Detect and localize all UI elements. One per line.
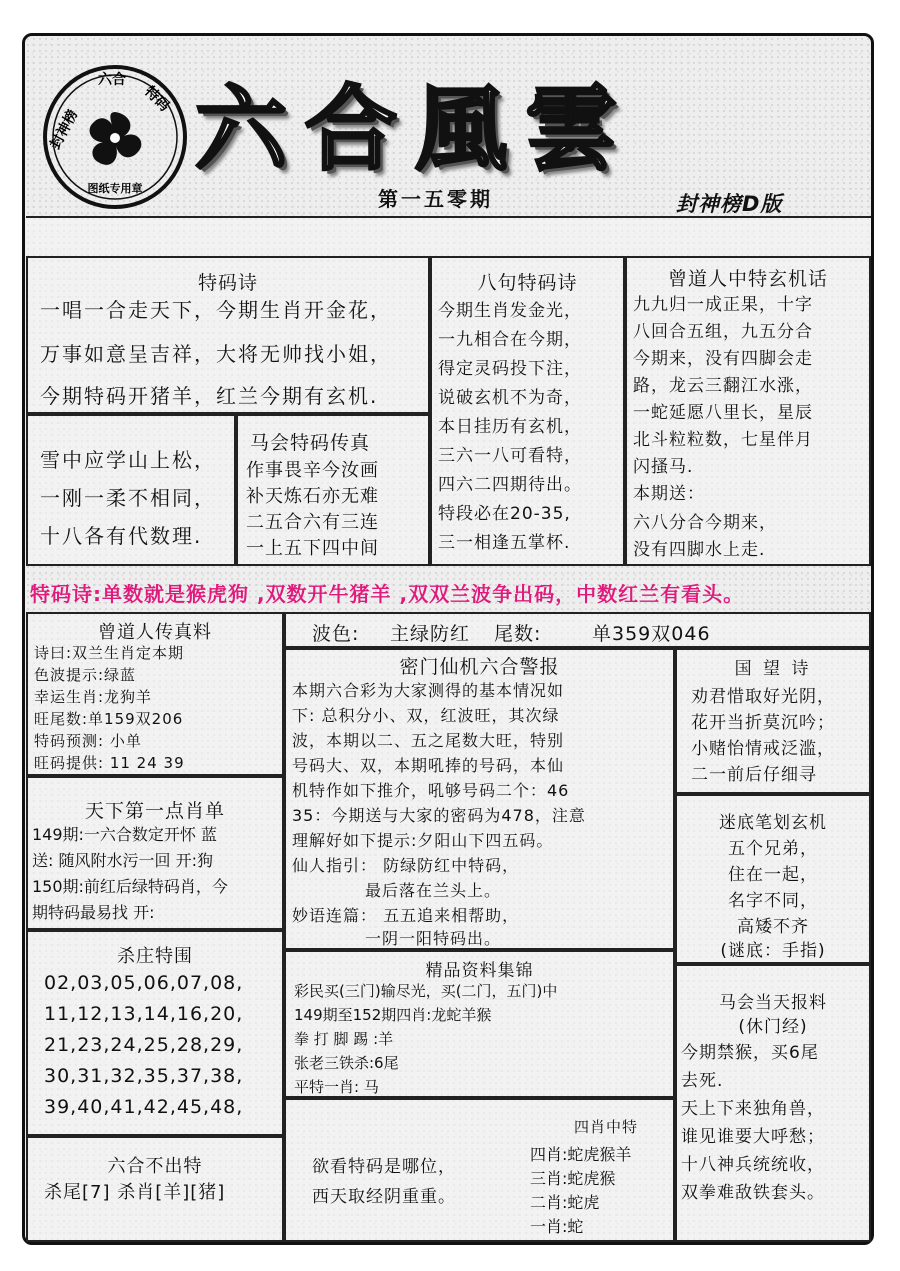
midi-title: 迷底笔划玄机 <box>719 813 827 833</box>
svg-text:六合: 六合 <box>98 72 126 88</box>
snow-poem-line: 十八各有代数理. <box>40 524 203 548</box>
bose-box <box>284 612 871 648</box>
tail-value: 单359双046 <box>592 623 711 645</box>
header-bar <box>26 216 871 256</box>
buchute-text: 杀尾[7] 杀肖[羊][猪] <box>44 1182 226 1203</box>
mimen-line: 一阴一阳特码出。 <box>292 929 502 948</box>
mahui-baoliao-subtitle: (休门经) <box>738 1017 808 1037</box>
bajutema-title: 八句特码诗 <box>477 272 578 294</box>
bajutema-line: 四六二四期待出。 <box>438 475 582 495</box>
guowang-box <box>675 648 871 794</box>
buchute-box <box>26 1136 284 1242</box>
zeng-xuanji-line: 九九归一成正果，十字 <box>633 295 813 315</box>
buchute-title: 六合不出特 <box>107 1156 203 1177</box>
zeng-xuanji-line: 八回合五组，九五分合 <box>633 322 813 342</box>
zeng-xuanji-line: 北斗粒粒数，七星伴月 <box>633 430 813 450</box>
zeng-xuanji-line: 本期送： <box>633 484 705 504</box>
sixiao-title: 四肖中特 <box>574 1118 639 1136</box>
tema-poem-box <box>26 256 430 414</box>
bajutema-line: 特段必在20-35, <box>438 504 571 524</box>
guowang-line: 花开当折莫沉吟； <box>691 713 835 733</box>
mahui-chuanzhen-box <box>236 414 430 566</box>
mahui-baoliao-box <box>675 964 871 1242</box>
zeng-chuanzhen-box <box>26 612 284 776</box>
shazhuang-title: 杀庄特围 <box>117 946 193 967</box>
snow-poem-line: 一刚一柔不相同， <box>40 486 216 510</box>
svg-text:封神榜: 封神榜 <box>47 107 82 152</box>
bajutema-line: 三一相逢五掌杯. <box>438 533 571 553</box>
sixiao-line: 三肖:蛇虎猴 <box>530 1169 616 1188</box>
svg-text:特码: 特码 <box>141 83 173 115</box>
jingpin-line: 149期至152期四肖:龙蛇羊猴 <box>294 1006 492 1024</box>
mahui-baoliao-line: 天上下来独角兽， <box>681 1099 825 1119</box>
edition-label: 封神榜D版 <box>676 192 783 216</box>
bajutema-line: 三六一八可看特， <box>438 446 582 466</box>
mimen-line: 波，本期以二、五之尾数大旺，特别 <box>292 731 565 750</box>
mahui-chuanzhen-line: 作事畏辛今汝画 <box>246 460 379 481</box>
mimen-line: 机特作如下推介，吼够号码二个：46 <box>292 781 570 800</box>
mimen-box <box>284 648 675 950</box>
jingpin-line: 彩民买(三门)输尽光，买(二门，五门)中 <box>294 982 558 1000</box>
bajutema-line: 本日挂历有玄机， <box>438 417 582 437</box>
bajutema-line: 得定灵码投下注， <box>438 359 582 379</box>
shazhuang-row: 02,03,05,06,07,08, <box>44 972 244 994</box>
zeng-xuanji-line: 六八分合今期来， <box>633 513 777 533</box>
tianxia-box <box>26 776 284 930</box>
zeng-chuanzhen-line: 诗曰:双兰生肖定本期 <box>34 644 185 662</box>
mahui-chuanzhen-title: 马会特码传真 <box>250 432 371 454</box>
zeng-xuanji-line: 一蛇延愿八里长，星辰 <box>633 403 813 423</box>
zeng-xuanji-line: 路，龙云三翻江水涨， <box>633 376 813 396</box>
jingpin-box <box>284 950 675 1098</box>
bose-value: 主绿防红 <box>390 623 471 645</box>
zeng-chuanzhen-line: 色波提示:绿蓝 <box>34 666 137 684</box>
sixiao-poem-line: 欲看特码是哪位， <box>312 1157 456 1177</box>
guowang-title: 国 望 诗 <box>734 659 812 679</box>
mahui-baoliao-line: 去死. <box>681 1071 724 1091</box>
zeng-chuanzhen-line: 幸运生肖:龙狗羊 <box>34 688 153 706</box>
tianxia-line: 150期:前红后绿特码肖，今 <box>32 877 228 896</box>
mimen-line: 本期六合彩为大家测得的基本情况如 <box>292 681 565 700</box>
issue-number: 第一五零期 <box>378 187 493 211</box>
mahui-baoliao-line: 双拳难敌铁套头。 <box>681 1183 825 1203</box>
tianxia-line: 送: 随风附水污一回 开:狗 <box>32 851 213 870</box>
snow-poem-line: 雪中应学山上松， <box>40 448 216 472</box>
zeng-xuanji-line: 今期来，没有四脚会走 <box>633 349 813 369</box>
mahui-chuanzhen-line: 一上五下四中间 <box>246 538 379 559</box>
bose-label: 波色: <box>312 623 360 645</box>
shazhuang-row: 11,12,13,14,16,20, <box>44 1003 244 1025</box>
sixiao-line: 四肖:蛇虎猴羊 <box>530 1145 632 1164</box>
seal-stamp <box>40 62 190 212</box>
mahui-baoliao-line: 谁见谁要大呼愁； <box>681 1127 825 1147</box>
page-title: 六合風雲 <box>195 75 636 183</box>
mimen-line: 妙语连篇： 五五追来相帮助， <box>292 906 520 925</box>
tema-poem-line: 一唱一合走天下，今期生肖开金花， <box>40 298 392 322</box>
tail-label: 尾数: <box>494 623 542 645</box>
bajutema-box <box>430 256 625 566</box>
guowang-line: 二一前后仔细寻 <box>691 765 817 785</box>
zeng-chuanzhen-line: 特码预测: 小单 <box>34 732 142 750</box>
svg-text:图纸专用章: 图纸专用章 <box>87 182 143 195</box>
shazhuang-row: 39,40,41,42,45,48, <box>44 1096 244 1118</box>
jingpin-title: 精品资料集锦 <box>425 961 534 981</box>
midi-line: 高矮不齐 <box>737 917 809 937</box>
bajutema-line: 今期生肖发金光， <box>438 301 582 321</box>
mimen-title: 密门仙机六合警报 <box>399 656 560 678</box>
tema-poem-title: 特码诗 <box>197 272 258 294</box>
bajutema-line: 一九相合在今期， <box>438 330 582 350</box>
tianxia-line: 期特码最易找 开: <box>32 903 155 922</box>
midi-line: 五个兄弟， <box>728 839 818 859</box>
midi-answer: (谜底：手指) <box>720 941 826 961</box>
mimen-line: 35：今期送与大家的密码为478，注意 <box>292 806 586 825</box>
tianxia-line: 149期:一六合数定开怀 蓝 <box>32 825 218 844</box>
zeng-xuanji-box <box>625 256 871 566</box>
shazhuang-row: 21,23,24,25,28,29, <box>44 1034 244 1056</box>
midi-line: 住在一起， <box>728 865 818 885</box>
sixiao-line: 一肖:蛇 <box>530 1217 584 1236</box>
sixiao-box <box>284 1098 675 1242</box>
mimen-line: 理解好如下提示:夕阳山下四五码。 <box>292 831 554 850</box>
mahui-chuanzhen-line: 二五合六有三连 <box>246 512 379 533</box>
sixiao-line: 二肖:蛇虎 <box>530 1193 600 1212</box>
midi-line: 名字不同， <box>728 891 818 911</box>
zeng-xuanji-line: 闪搔马. <box>633 457 694 477</box>
sixiao-poem-line: 西天取经阴重重。 <box>312 1187 456 1207</box>
zeng-xuanji-title: 曾道人中特玄机话 <box>667 268 828 290</box>
mimen-line: 号码大、双，本期吼捧的号码，本仙 <box>292 756 565 775</box>
midi-box <box>675 794 871 964</box>
snow-poem-box <box>26 414 236 566</box>
mahui-baoliao-line: 十八神兵统统收， <box>681 1155 825 1175</box>
zeng-chuanzhen-title: 曾道人传真料 <box>98 622 212 643</box>
jingpin-line: 张老三铁杀:6尾 <box>294 1054 399 1072</box>
zeng-chuanzhen-line: 旺码提供: 11 24 39 <box>34 754 185 772</box>
shazhuang-row: 30,31,32,35,37,38, <box>44 1065 244 1087</box>
guowang-line: 小赌怡情戒泛滥， <box>691 739 835 759</box>
mimen-line: 最后落在兰头上。 <box>292 881 502 900</box>
mahui-baoliao-line: 今期禁猴，买6尾 <box>681 1043 819 1063</box>
zeng-chuanzhen-line: 旺尾数:单159双206 <box>34 710 184 728</box>
mimen-line: 仙人指引： 防绿防红中特码， <box>292 856 520 875</box>
shazhuang-box <box>26 930 284 1136</box>
jingpin-line: 平特一肖: 马 <box>294 1078 379 1096</box>
zeng-xuanji-line: 没有四脚水上走. <box>633 540 766 560</box>
tema-banner: 特码诗:单数就是猴虎狗 ,双数开牛猪羊 ,双双兰波争出码，中数红兰有看头。 <box>30 582 745 606</box>
guowang-line: 劝君惜取好光阴， <box>691 687 835 707</box>
tema-poem-line: 今期特码开猪羊，红兰今期有玄机. <box>40 384 379 408</box>
bajutema-line: 说破玄机不为奇， <box>438 388 582 408</box>
tema-poem-line: 万事如意呈吉祥，大将无帅找小姐， <box>40 342 392 366</box>
mahui-baoliao-title: 马会当天报料 <box>719 993 827 1013</box>
tianxia-title: 天下第一点肖单 <box>84 800 225 822</box>
jingpin-line: 拳 打 脚 踢 :羊 <box>294 1030 394 1048</box>
mahui-chuanzhen-line: 补天炼石亦无难 <box>246 486 379 507</box>
mimen-line: 下: 总积分小、双，红波旺，其次绿 <box>292 706 560 725</box>
